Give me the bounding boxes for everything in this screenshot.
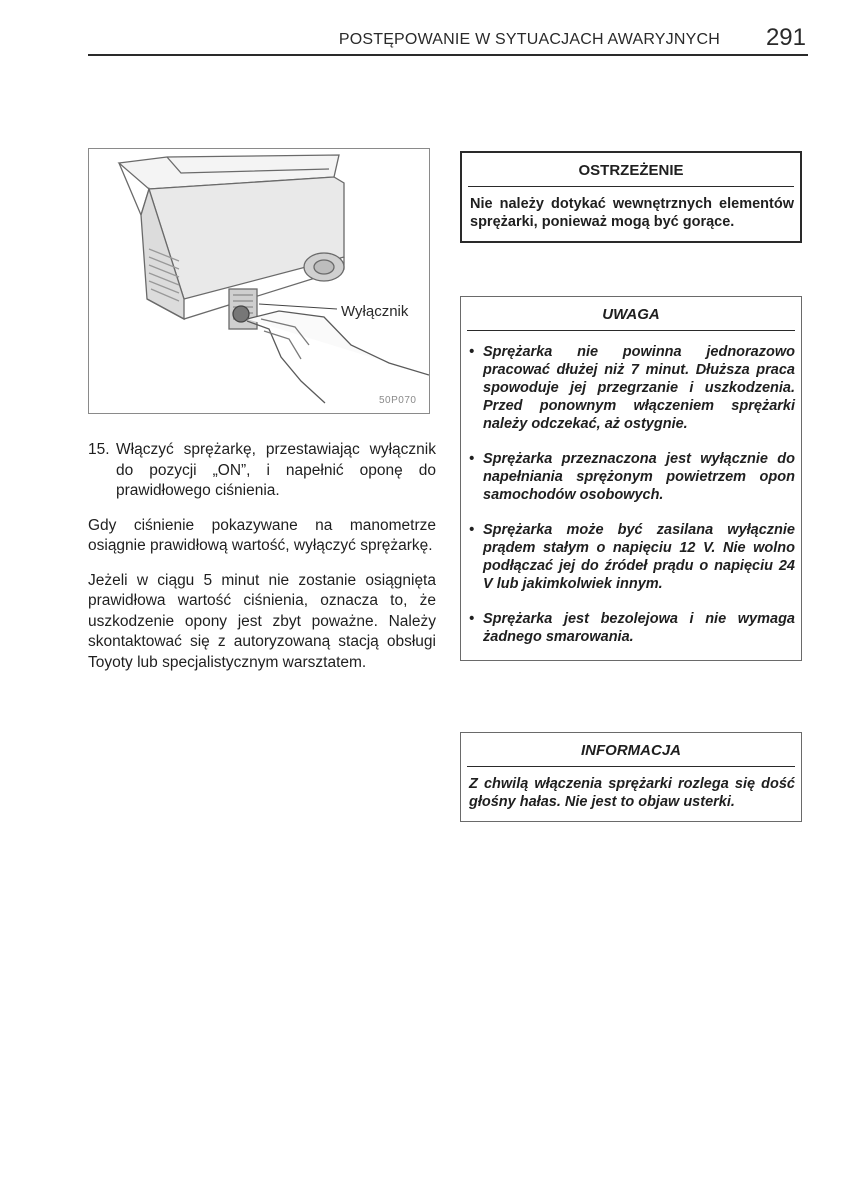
page-header (88, 24, 808, 56)
paragraph-pressure-fail: Jeżeli w ciągu 5 minut nie zostanie osiągnięta prawidłowa wartość ciśnienia, oznacza to, że uszkodzenie opony jest zbyt poważne. Należy skontaktować się z autoryzowaną stacją obsługi Toyoty lub specjalistycznym warsztatem. (88, 571, 436, 671)
step-number: 15. (88, 441, 110, 458)
step-text: Włączyć sprężarkę, przestawiając wyłącznik do pozycji „ON”, i napełnić oponę do prawidłowego ciśnienia. (116, 441, 436, 499)
info-box (460, 732, 802, 822)
warning-text: Nie należy dotykać wewnętrznych elementów sprężarki, ponieważ mogą być gorące. (470, 196, 794, 230)
instructions-column (88, 440, 436, 673)
caution-item-text: Sprężarka jest bezolejowa i nie wymaga żadnego smarowania. (483, 611, 795, 645)
info-text: Z chwilą włączenia sprężarki rozlega się dość głośny hałas. Nie jest to objaw usterki. (469, 776, 795, 810)
caution-item-text: Sprężarka nie powinna jednorazowo pracować dłużej niż 7 minut. Dłuższa praca spowoduje jej przegrzanie i uszkodzenia. Przed ponownym włączeniem sprężarki należy odczekać, aż ostygnie. (483, 344, 795, 432)
paragraph-pressure-ok: Gdy ciśnienie pokazywane na manometrze osiągnie prawidłową wartość, wyłączyć sprężarkę. (88, 516, 436, 554)
compressor-drawing (89, 149, 429, 413)
switch-callout-label: Wyłącznik (341, 303, 409, 320)
caution-item-text: Sprężarka może być zasilana wyłącznie prądem stałym o napięciu 12 V. Nie wolno podłączać jej do źródeł prądu o napięciu 24 V lub jakimkolwiek innym. (483, 522, 795, 592)
figure-code: 50P070 (379, 395, 417, 406)
caution-item: • Sprężarka jest bezolejowa i nie wymaga żadnego smarowania. (469, 611, 795, 645)
caution-list (461, 331, 801, 660)
compressor-illustration (88, 148, 430, 414)
warning-box (460, 151, 802, 243)
page-number: 291 (765, 24, 806, 51)
section-title: POSTĘPOWANIE W SYTUACJACH AWARYJNYCH (338, 31, 720, 48)
caution-item: • Sprężarka może być zasilana wyłącznie prądem stałym o napięciu 12 V. Nie wolno podłączać jej do źródeł prądu o napięciu 24 V lub jakimkolwiek innym. (469, 522, 795, 592)
caution-box (460, 296, 802, 661)
step-15 (88, 440, 436, 502)
info-title: INFORMACJA (467, 733, 795, 767)
caution-item: • Sprężarka nie powinna jednorazowo pracować dłużej niż 7 minut. Dłuższa praca spowoduje jej przegrzanie i uszkodzenia. Przed ponownym włączeniem sprężarki należy odczekać, aż ostygnie. (469, 344, 795, 432)
warning-title: OSTRZEŻENIE (468, 153, 794, 187)
caution-title: UWAGA (467, 297, 795, 331)
caution-item: • Sprężarka przeznaczona jest wyłącznie do napełniania sprężonym powietrzem opon samochodów osobowych. (469, 451, 795, 503)
caution-item-text: Sprężarka przeznaczona jest wyłącznie do napełniania sprężonym powietrzem opon samochodów osobowych. (483, 451, 795, 503)
